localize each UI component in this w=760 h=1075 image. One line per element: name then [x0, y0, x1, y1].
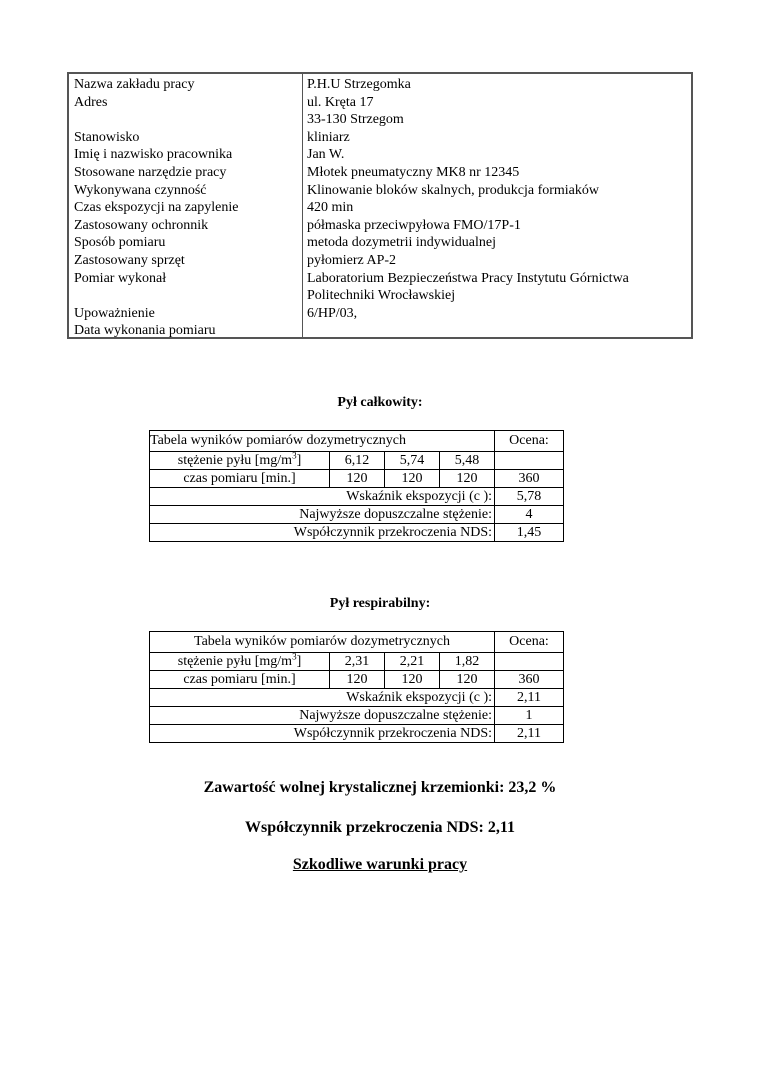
- info-value: Młotek pneumatyczny MK8 nr 12345: [307, 164, 520, 180]
- concentration-value: 2,21: [385, 653, 440, 671]
- table-row: [150, 488, 564, 506]
- info-value: Jan W.: [307, 147, 345, 163]
- time-value: 120: [440, 470, 495, 488]
- table-row: [150, 431, 564, 452]
- info-value: [307, 322, 691, 340]
- respirable-dust-heading: Pył respirabilny:: [329, 596, 431, 611]
- table-row: [150, 707, 564, 725]
- time-value: 120: [385, 470, 440, 488]
- info-value: Laboratorium Bezpieczeństwa Pracy Instytutu Górnictwa: [307, 270, 629, 286]
- concentration-label: stężenie pyłu $[mg/m^3]$: [150, 653, 330, 671]
- info-value: kliniarz: [307, 129, 350, 145]
- ocena-label: Ocena:: [495, 431, 564, 452]
- total-dust-table: [149, 430, 564, 542]
- info-label: Data wykonania pomiaru: [74, 323, 216, 339]
- info-label: Adres: [74, 94, 108, 110]
- concentration-value: 5,74: [385, 452, 440, 470]
- info-value: 33-130 Strzegom: [307, 112, 404, 128]
- table-title: Tabela wyników pomiarów dozymetrycznych: [150, 632, 495, 653]
- info-label: Pomiar wykonał: [74, 270, 167, 286]
- info-value: Klinowanie bloków skalnych, produkcja formiaków: [307, 182, 599, 198]
- info-label: Zastosowany sprzęt: [74, 252, 185, 268]
- exposure-index-value: 5,78: [495, 488, 564, 506]
- table-row: [150, 671, 564, 689]
- info-value: półmaska przeciwpyłowa FMO/17P-1: [307, 217, 521, 233]
- info-values-column: [303, 74, 691, 337]
- info-value: ul. Kręta 17: [307, 94, 374, 110]
- info-label: Upoważnienie: [74, 305, 155, 321]
- respirable-dust-table: [149, 631, 564, 743]
- verdict: Szkodliwe warunki pracy: [292, 856, 468, 873]
- total-dust-heading: Pył całkowity:: [337, 395, 423, 410]
- table-row: [150, 524, 564, 542]
- table-row: [150, 725, 564, 743]
- info-label: Imię i nazwisko pracownika: [74, 147, 233, 163]
- concentration-value: 1,82: [440, 653, 495, 671]
- info-label: Wykonywana czynność: [74, 182, 207, 198]
- info-label: Stosowane narzędzie pracy: [74, 164, 227, 180]
- nds-value: 4: [495, 506, 564, 524]
- concentration-label: stężenie pyłu $[mg/m^3]$: [150, 452, 330, 470]
- info-value: 6/HP/03,: [307, 305, 358, 321]
- table-row: [150, 632, 564, 653]
- info-value: pyłomierz AP-2: [307, 252, 397, 268]
- concentration-value: 2,31: [330, 653, 385, 671]
- concentration-value: 6,12: [330, 452, 385, 470]
- info-value: metoda dozymetrii indywidualnej: [307, 235, 496, 251]
- time-value: 120: [330, 470, 385, 488]
- info-labels-column: [69, 74, 303, 337]
- nds-label: Najwyższe dopuszczalne stężenie:: [150, 707, 495, 725]
- time-value: 120: [440, 671, 495, 689]
- ocena-label: Ocena:: [495, 632, 564, 653]
- info-label: Sposób pomiaru: [74, 235, 166, 251]
- time-total: 360: [495, 470, 564, 488]
- table-row: [150, 653, 564, 671]
- nds-value: 1: [495, 707, 564, 725]
- workplace-info-table: [67, 72, 693, 339]
- verdict-wrapper: [0, 856, 760, 874]
- nds-coefficient-summary: Współczynnik przekroczenia NDS: 2,11: [245, 819, 515, 836]
- concentration-value: 5,48: [440, 452, 495, 470]
- info-value: 420 min: [307, 200, 354, 216]
- info-label: [74, 287, 302, 305]
- info-label: [74, 111, 302, 129]
- time-value: 120: [330, 671, 385, 689]
- ocena-empty: [495, 452, 564, 470]
- table-title: Tabela wyników pomiarów dozymetrycznych: [150, 431, 495, 452]
- info-value: Politechniki Wrocławskiej: [307, 288, 456, 304]
- nds-coefficient-label: Współczynnik przekroczenia NDS:: [150, 725, 495, 743]
- nds-label: Najwyższe dopuszczalne stężenie:: [150, 506, 495, 524]
- exposure-index-label: Wskaźnik ekspozycji (c ):: [150, 689, 495, 707]
- table-row: [150, 506, 564, 524]
- info-value: P.H.U Strzegomka: [307, 77, 411, 92]
- time-label: czas pomiaru [min.]: [150, 671, 330, 689]
- table-row: [150, 452, 564, 470]
- time-total: 360: [495, 671, 564, 689]
- nds-coefficient-value: 1,45: [495, 524, 564, 542]
- exposure-index-value: 2,11: [495, 689, 564, 707]
- info-label: Czas ekspozycji na zapylenie: [74, 200, 239, 216]
- table-row: [150, 470, 564, 488]
- table-row: [150, 689, 564, 707]
- time-label: czas pomiaru [min.]: [150, 470, 330, 488]
- silica-content: Zawartość wolnej krystalicznej krzemionki: 23,2 %: [203, 779, 557, 796]
- ocena-empty: [495, 653, 564, 671]
- info-label: Zastosowany ochronnik: [74, 217, 209, 233]
- exposure-index-label: Wskaźnik ekspozycji (c ):: [150, 488, 495, 506]
- time-value: 120: [385, 671, 440, 689]
- info-label: Nazwa zakładu pracy: [74, 77, 195, 92]
- nds-coefficient-value: 2,11: [495, 725, 564, 743]
- info-label: Stanowisko: [74, 129, 140, 145]
- nds-coefficient-label: Współczynnik przekroczenia NDS:: [150, 524, 495, 542]
